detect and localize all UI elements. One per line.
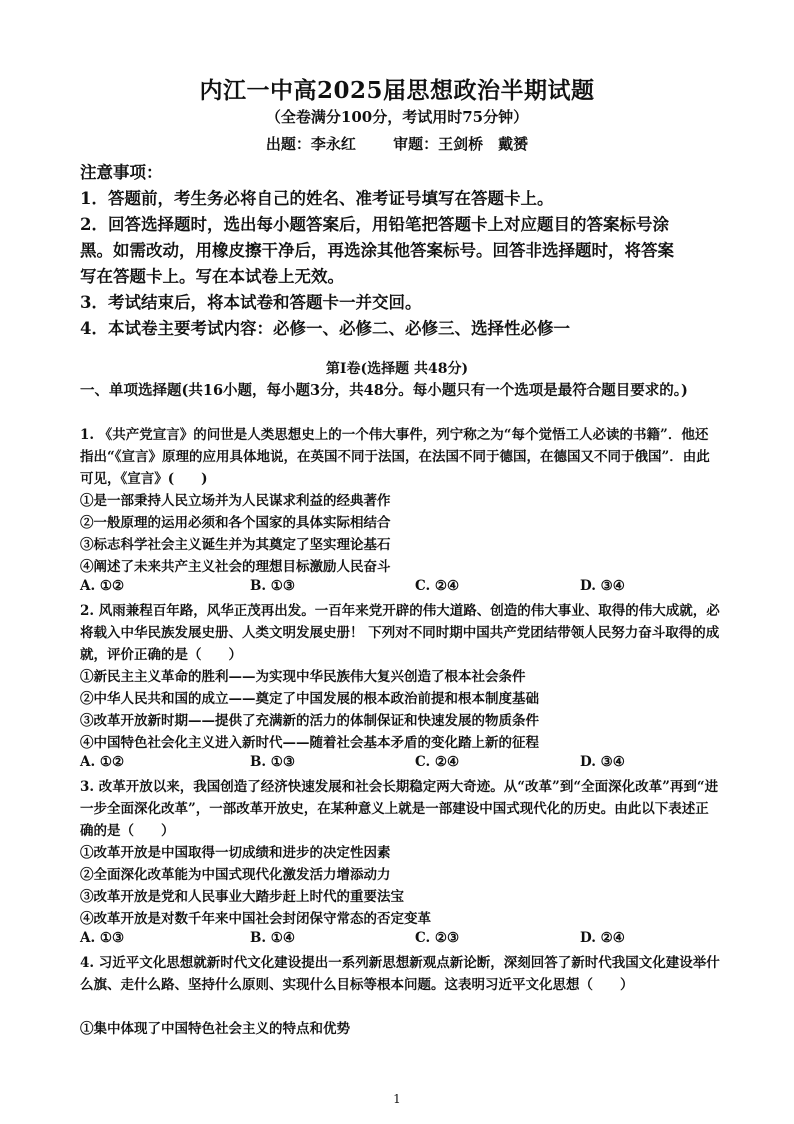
notice-item-1: 1．答题前，考生务必将自己的姓名、准考证号填写在答题卡上。 [80,189,554,208]
question-3-options [80,930,720,952]
question-3-stem: 3. 改革开放以来，我国创造了经济快速发展和社会长期稳定两大奇迹。从“改革”到“全面深化改革”再到“进一步全面深化改革”，一部改革开放史，在某种意义上就是一部建设中国式现代化的历史。由此以下表述正确的是（ ） [80,779,719,839]
question-3-item: ①改革开放是中国取得一切成绩和进步的决定性因素 [80,845,391,861]
question-1-item: ③标志科学社会主义诞生并为其奠定了坚实理论基石 [80,537,391,553]
page-number: 1 [393,1092,401,1106]
notice-item-4: 4．本试卷主要考试内容：必修一、必修二、必修三、选择性必修一 [80,319,570,338]
option-c: C. ②④ [415,754,460,770]
option-b: B. ①③ [250,578,296,594]
question-2-item: ④中国特色社会化主义进入新时代——随着社会基本矛盾的变化踏上新的征程 [80,735,539,751]
notice-item-3: 3．考试结束后，将本试卷和答题卡一并交回。 [80,293,422,312]
question-3-item: ④改革开放是对数千年来中国社会封闭保守常态的否定变革 [80,911,431,927]
question-2-item: ③改革开放新时期——提供了充满新的活力的体制保证和快速发展的物质条件 [80,713,539,729]
section-instruction: 一、单项选择题(共16小题，每小题3分，共48分。每小题只有一个选项是最符合题目要求的。) [80,382,688,399]
question-2-options [80,754,720,776]
option-a: A. ①② [80,578,125,594]
setter: 出题：李永红 [265,135,356,153]
option-b: B. ①④ [250,930,296,946]
question-1-item: ①是一部秉持人民立场并为人民谋求利益的经典著作 [80,493,391,509]
question-2-item: ②中华人民共和国的成立——奠定了中国发展的根本政治前提和根本制度基础 [80,691,539,707]
option-c: C. ②③ [415,930,460,946]
option-c: C. ②④ [415,578,460,594]
question-2-item: ①新民主主义革命的胜利——为实现中华民族伟大复兴创造了根本社会条件 [80,669,526,685]
notice-heading: 注意事项： [80,163,163,182]
question-2-stem: 2. 风雨兼程百年路，风华正茂再出发。一百年来党开辟的伟大道路、创造的伟大事业、取得的伟大成就，必将载入中华民族发展史册、人类文明发展史册！ 下列对不同时期中国共产党团结带领人民努力奋斗取得的成就，评价正确的是（ ） [80,603,720,663]
option-d: D. ③④ [580,754,625,770]
question-1-options [80,578,720,600]
question-4-stem: 4. 习近平文化思想就新时代文化建设提出一系列新思想新观点新论断，深刻回答了新时代我国文化建设举什么旗、走什么路、坚持什么原则、实现什么目标等根本问题。这表明习近平文化思想（ ） [80,955,720,993]
reviewer: 审题：王剑桥 戴赟 [393,135,529,153]
exam-title: 内江一中高2025届思想政治半期试题 [199,77,595,104]
option-a: A. ①③ [80,930,125,946]
question-4-item: ①集中体现了中国特色社会主义的特点和优势 [80,1021,350,1037]
question-1-item: ②一般原理的运用必须和各个国家的具体实际相结合 [80,515,391,531]
section-title: 第Ⅰ卷(选择题 共48分) [325,361,469,377]
notice-item-2: 2．回答选择题时，选出每小题答案后，用铅笔把答题卡上对应题目的答案标号涂黑。如需改动，用橡皮擦干净后，再选涂其他答案标号。回答非选择题时，将答案写在答题卡上。写在本试卷上无效。 [80,215,674,286]
question-3-item: ②全面深化改革能为中国式现代化激发活力增添动力 [80,867,391,883]
option-a: A. ①② [80,754,125,770]
option-d: D. ③④ [580,578,625,594]
option-d: D. ②④ [580,930,625,946]
exam-subtitle: （全卷满分100分，考试用时75分钟） [265,108,529,126]
question-3-item: ③改革开放是党和人民事业大踏步赶上时代的重要法宝 [80,889,404,905]
question-1-stem: 1. 《共产党宣言》的问世是人类思想史上的一个伟大事件，列宁称之为“每个觉悟工人必读的书籍”．他还指出“《宣言》原理的应用具体地说，在英国不同于法国，在法国不同于德国，在德国又不同于俄国”．由此可见，《宣言》( ) [80,427,710,487]
exam-authors [0,133,794,154]
option-b: B. ①③ [250,754,296,770]
question-1-item: ④阐述了未来共产主义社会的理想目标激励人民奋斗 [80,559,391,575]
